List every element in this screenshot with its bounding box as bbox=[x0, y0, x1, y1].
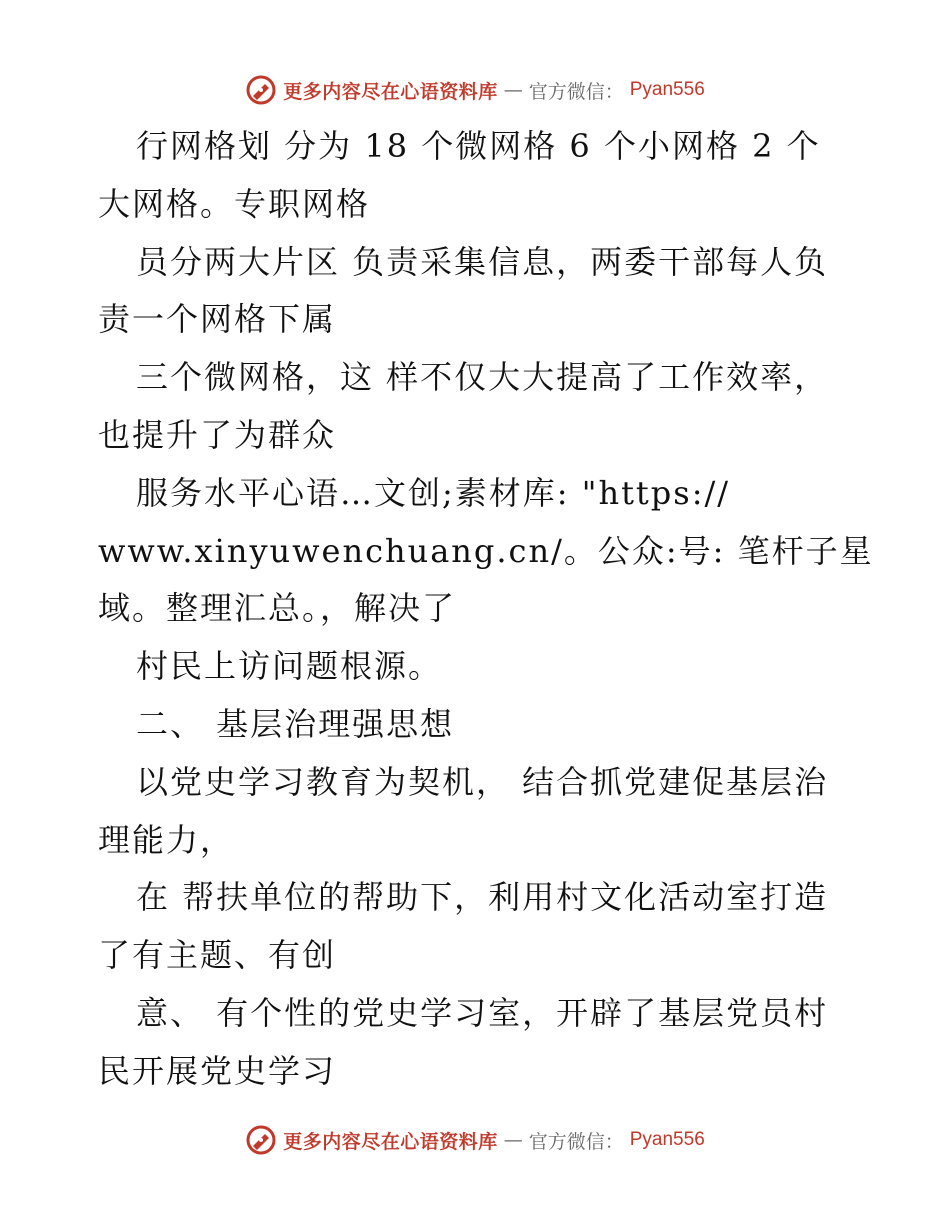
document-body bbox=[98, 118, 874, 1101]
text-line: 也提升了为群众 bbox=[98, 415, 337, 454]
banner-wechat-id: Pyan556 bbox=[629, 79, 705, 100]
text-line: 服务水平心语…文创;素材库: "https:// bbox=[136, 473, 731, 512]
text-line: 员分两大片区 负责采集信息，两委干部每人负 bbox=[136, 242, 829, 281]
banner-wechat-label: 官方微信： bbox=[528, 80, 624, 103]
text-line: 以党史学习教育为契机， 结合抓党建促基层治 bbox=[136, 762, 829, 801]
banner-wechat-id: Pyan556 bbox=[629, 1129, 705, 1150]
text-line: 域。整理汇总。，解决了 bbox=[98, 589, 457, 628]
banner-dash: — bbox=[503, 1129, 523, 1151]
text-line: 理能力， bbox=[98, 820, 235, 859]
text-line: 村民上访问题根源。 bbox=[136, 647, 443, 686]
page-header bbox=[0, 70, 950, 110]
banner-title: 更多内容尽在心语资料库 bbox=[283, 1130, 498, 1153]
brand-logo-icon bbox=[245, 74, 277, 106]
text-line: 在 帮扶单位的帮助下，利用村文化活动室打造 bbox=[136, 878, 829, 917]
text-line: 民开展党史学习 bbox=[98, 1051, 337, 1090]
banner-dash: — bbox=[503, 79, 523, 101]
banner-wechat-label: 官方微信： bbox=[528, 1130, 624, 1153]
text-line: 责一个网格下属 bbox=[98, 300, 337, 339]
text-line: www.xinyuwenchuang.cn/。公众:号: 笔杆子星 bbox=[98, 531, 874, 570]
text-line: 意、 有个性的党史学习室，开辟了基层党员村 bbox=[136, 993, 829, 1032]
text-line: 行网格划 分为 18 个微网格 6 个小网格 2 个 bbox=[136, 127, 821, 165]
header-banner bbox=[245, 74, 705, 106]
banner-title: 更多内容尽在心语资料库 bbox=[283, 80, 498, 103]
text-line: 了有主题、有创 bbox=[98, 936, 337, 975]
brand-logo-icon bbox=[245, 1124, 277, 1156]
text-line: 大网格。专职网格 bbox=[98, 184, 371, 223]
footer-banner bbox=[245, 1124, 705, 1156]
text-line: 二、 基层治理强思想 bbox=[136, 704, 455, 743]
page-footer bbox=[0, 1120, 950, 1160]
text-line: 三个微网格，这 样不仅大大提高了工作效率， bbox=[136, 358, 829, 397]
